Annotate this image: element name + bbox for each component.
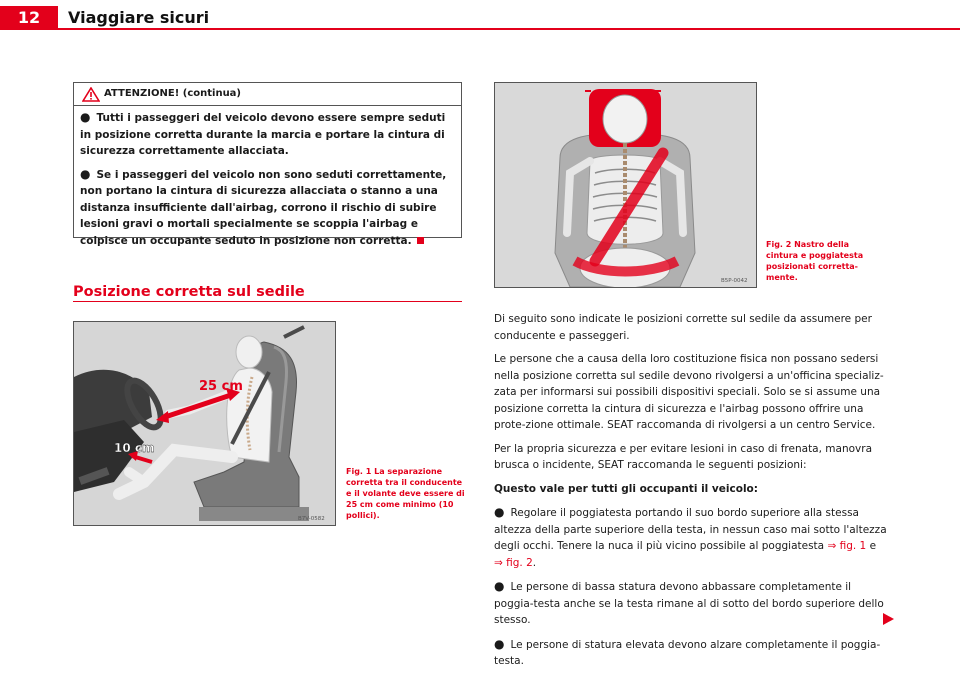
figure-2-code: B5P-0042 [721, 278, 748, 284]
bullet-icon: ● [494, 579, 505, 593]
warning-title: ATTENZIONE! (continua) [104, 88, 242, 99]
seatbelt-headrest-illustration [495, 83, 756, 287]
section-heading-rule [73, 301, 462, 302]
warning-triangle-icon [82, 87, 100, 102]
warning-body [74, 109, 461, 255]
figure-1-image [73, 321, 336, 526]
next-page-arrow-icon[interactable] [881, 612, 895, 626]
page-header [0, 0, 960, 32]
list-item-tall-stature: ● Le persone di statura elevata devono alzare completamente il poggia-testa. [494, 636, 881, 667]
page-number: 12 [0, 6, 58, 30]
warning-bullet-2: ● Se i passeggeri del veicolo non sono seduti correttamente, non portano la cintura di sicurezza allacciata o stanno a una distanza insufficiente dall'airbag, corrono il rischio di subire lesioni gravi o mortali specialmente se scoppia l'airbag e colpisce un occupante seduto in posizione non corretta. [80, 166, 447, 247]
section-title: Viaggiare sicuri [68, 8, 210, 27]
warning-box [73, 82, 462, 247]
figure-1-caption: Fig. 1 La separazione corretta tra il conducente e il volante deve essere di 25 cm come minimo (10 pollici). [346, 467, 465, 520]
section-heading: Posizione corretta sul sedile [73, 284, 305, 300]
paragraph-1: Di seguito sono indicate le posizioni corrette sul sedile da assumere per conducente e passeggeri. [494, 313, 872, 342]
warning-bullet-1: ● Tutti i passeggeri del veicolo devono essere sempre seduti in posizione corretta durante la marcia e portare la cintura di sicurezza correttamente allacciata. [80, 110, 446, 157]
figure-2-image [494, 82, 757, 288]
bullet-icon: ● [80, 110, 91, 124]
paragraph-3: Per la propria sicurezza e per evitare lesioni in caso di frenata, manovra brusca o incidente, SEAT raccomanda le seguenti posizioni: [494, 442, 872, 471]
bullet-icon: ● [494, 636, 505, 651]
header-divider [58, 28, 960, 30]
warning-header [74, 83, 461, 106]
bullet-icon: ● [494, 505, 505, 519]
paragraph-2: Le persone che a causa della loro costituzione fisica non possano sedersi nella posizione corretta sul sedile devono rivolgersi a un'officina specializ-zata per informarsi sui possibili dispositivi speciali. Solo se si assume una posizione corretta la cintura di sicurezza e l'airbag possono offrire una prote-zione ottimale. SEAT raccomanda di rivolgersi a un centro Service. [494, 353, 884, 431]
end-of-section-icon [417, 237, 424, 244]
figure-1-link[interactable]: ⇒ fig. 1 [827, 540, 867, 552]
figure-1-code: B7V-0582 [298, 516, 325, 522]
bullet-icon: ● [80, 166, 91, 181]
figure-2-caption: Fig. 2 Nastro della cintura e poggiatesta posizionati corretta-mente. [766, 240, 864, 282]
list-item-headrest: ● Regolare il poggiatesta portando il suo bordo superiore alla stessa altezza della parte superiore della testa, in nessun caso mai sotto l'altezza degli occhi. Tenere la nuca il più vicino possibile al poggiatesta ⇒ fig. 1 e ⇒ fig. 2. [494, 505, 887, 569]
subheading-occupants: Questo vale per tutti gli occupanti il veicolo: [494, 482, 758, 495]
figure-2-link[interactable]: ⇒ fig. 2 [494, 556, 533, 569]
label-10cm: 10 cm [114, 441, 155, 455]
list-item-short-stature: ● Le persone di bassa statura devono abbassare completamente il poggia-testa anche se la testa rimane al di sotto del bordo superiore dello stesso. [494, 579, 884, 626]
driver-seat-illustration [74, 322, 335, 525]
main-text [494, 311, 888, 677]
label-25cm: 25 cm [199, 379, 243, 394]
